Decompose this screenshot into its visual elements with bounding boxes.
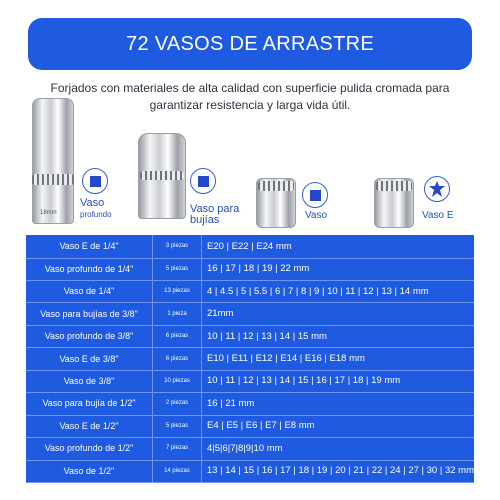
row-sizes: 16 | 17 | 18 | 19 | 22 mm: [207, 263, 310, 275]
deep-socket-label-2: profundo: [80, 210, 112, 219]
table-row: [26, 235, 474, 259]
row-sizes: E20 | E22 | E24 mm: [207, 240, 292, 252]
row-sizes: E4 | E5 | E6 | E7 | E8 mm: [207, 420, 315, 432]
row-type: Vaso E de 3/8": [59, 353, 119, 364]
table-row: [26, 280, 474, 304]
row-sizes: 21mm: [207, 308, 234, 320]
e-socket-image: [374, 178, 414, 228]
spark-socket-hex-icon: [190, 168, 216, 194]
regular-socket-image: [256, 178, 296, 228]
row-type: Vaso profundo de 1/4": [44, 263, 134, 274]
row-quantity: 6 piezas: [152, 347, 202, 370]
row-type: Vaso E de 1/2": [59, 420, 119, 431]
deep-socket-knurl: [32, 174, 74, 185]
e-socket-knurl: [376, 181, 412, 191]
deep-socket-label-1: Vaso: [80, 197, 105, 209]
table-row: [26, 392, 474, 416]
row-quantity: 6 piezas: [152, 325, 202, 348]
table-row: [26, 460, 474, 484]
row-quantity: 14 piezas: [152, 460, 202, 483]
specs-table: [26, 235, 474, 482]
title-banner: [28, 18, 472, 70]
spark-socket-image: [138, 133, 186, 219]
row-quantity: 1 pieza: [152, 302, 202, 325]
spark-socket-label-1: Vaso para: [190, 203, 240, 215]
row-sizes: E10 | E11 | E12 | E14 | E16 | E18 mm: [207, 353, 365, 364]
deep-socket-size-mark: 18mm: [40, 210, 57, 216]
subtitle: [40, 80, 460, 114]
table-row: [26, 437, 474, 461]
deep-socket-hex-icon: [82, 168, 108, 194]
e-socket-star-icon: [424, 176, 450, 202]
row-sizes: 10 | 11 | 12 | 13 | 14 | 15 | 16 | 17 | 18 | 19 mm: [207, 375, 401, 387]
row-type: Vaso de 3/8": [63, 375, 115, 386]
spark-socket-label-2: bujías: [190, 214, 220, 226]
row-quantity: 5 piezas: [152, 415, 202, 438]
subtitle-line-1: Forjados con materiales de alta calidad con superficie pulida cromada para: [50, 81, 450, 95]
row-type: Vaso profundo de 3/8": [44, 331, 134, 342]
subtitle-line-2: garantizar resistencia y larga vida útil.: [149, 98, 351, 112]
regular-socket-knurl: [258, 181, 294, 191]
row-type: Vaso de 1/4": [63, 286, 115, 297]
row-type: Vaso E de 1/4": [59, 241, 119, 252]
row-sizes: 4 | 4.5 | 5 | 5.5 | 6 | 7 | 8 | 9 | 10 | 11 | 12 | 13 | 14 mm: [207, 285, 429, 297]
row-sizes: 16 | 21 mm: [207, 397, 255, 409]
deep-socket-label: [80, 198, 112, 220]
row-type: Vaso de 1/2": [63, 465, 115, 476]
table-row: [26, 347, 474, 371]
row-type: Vaso para bujías de 3/8": [40, 308, 138, 319]
table-row: [26, 325, 474, 349]
table-row: [26, 257, 474, 281]
row-sizes: 4|5|6|7|8|9|10 mm: [207, 442, 283, 454]
row-type: Vaso para bujía de 1/2": [42, 398, 136, 409]
spark-socket-knurl: [140, 171, 184, 180]
table-row: [26, 302, 474, 326]
regular-socket-hex-icon: [302, 182, 328, 208]
row-quantity: 13 piezas: [152, 280, 202, 303]
row-quantity: 3 piezas: [152, 235, 202, 258]
table-row: [26, 415, 474, 439]
row-sizes: 10 | 11 | 12 | 13 | 14 | 15 mm: [207, 330, 327, 342]
table-row: [26, 370, 474, 394]
regular-socket-label: Vaso: [305, 210, 328, 221]
page-title: 72 VASOS DE ARRASTRE: [126, 32, 374, 55]
row-quantity: 10 piezas: [152, 370, 202, 393]
spark-socket-label: [190, 204, 239, 226]
deep-socket-image: [32, 98, 74, 224]
row-quantity: 5 piezas: [152, 257, 202, 280]
row-sizes: 13 | 14 | 15 | 16 | 17 | 18 | 19 | 20 | 21 | 22 | 24 | 27 | 30 | 32 mm: [206, 465, 474, 477]
row-quantity: 7 piezas: [152, 437, 202, 460]
row-type: Vaso profundo de 1/2": [44, 443, 134, 454]
row-quantity: 2 piezas: [152, 392, 202, 415]
e-socket-label: Vaso E: [422, 210, 454, 221]
